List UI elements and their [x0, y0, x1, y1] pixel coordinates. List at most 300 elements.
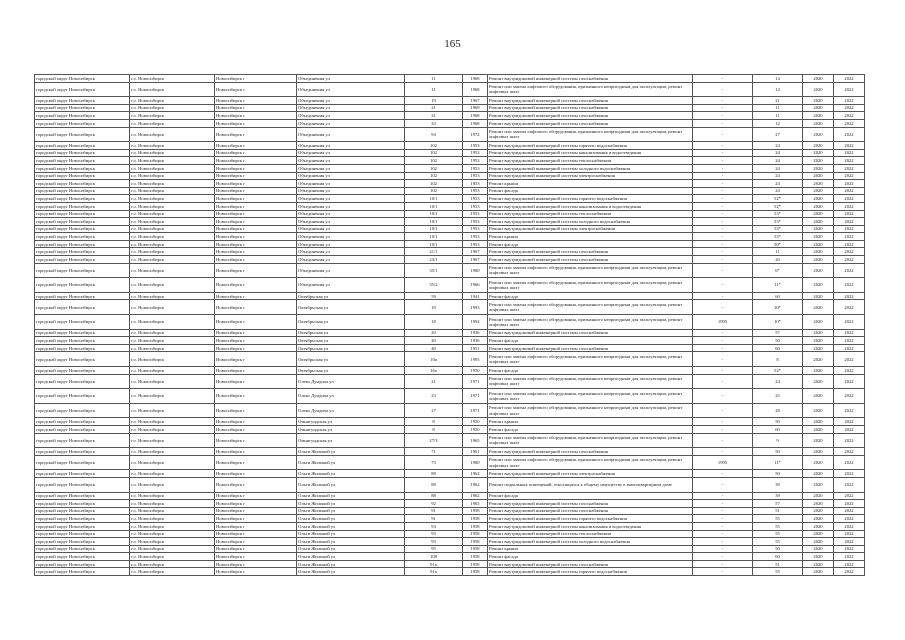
cell-prior-year: -	[693, 278, 753, 293]
cell-work-type: Ремонт фасада	[488, 292, 693, 300]
cell-district: г.о. Новосибирск	[130, 112, 215, 120]
cell-work-type: Ремонт внутридомовой инженерной системы теплоснабжения	[488, 530, 693, 538]
cell-build-year: 1971	[463, 389, 488, 404]
cell-district: г.о. Новосибирск	[130, 352, 215, 367]
cell-start-year: 2020	[803, 455, 834, 470]
cell-district: г.о. Новосибирск	[130, 507, 215, 515]
cell-municipality: городской округ Новосибирск	[35, 389, 130, 404]
cell-work-type: Ремонт внутридомовой инженерной системы канализования и водоотведения	[488, 149, 693, 157]
cell-prior-year: -	[693, 500, 753, 508]
cell-district: г.о. Новосибирск	[130, 75, 215, 83]
cell-prior-year: -	[693, 367, 753, 375]
cell-work-type: Ремонт внутридомовой инженерной системы газоснабжения	[488, 256, 693, 264]
cell-street: Ольги Жилиной ул	[297, 530, 405, 538]
cell-district: г.о. Новосибирск	[130, 292, 215, 300]
cell-start-year: 2020	[803, 352, 834, 367]
cell-end-year: 2022	[834, 403, 865, 418]
cell-city: Новосибирск г	[215, 127, 297, 142]
cell-city: Новосибирск г	[215, 157, 297, 165]
cell-city: Новосибирск г	[215, 218, 297, 226]
cell-municipality: городской округ Новосибирск	[35, 172, 130, 180]
cell-house-number: 102	[405, 157, 463, 165]
cell-end-year: 2022	[834, 352, 865, 367]
cell-cost-value: 24	[753, 142, 803, 150]
cell-start-year: 2020	[803, 157, 834, 165]
cell-start-year: 2020	[803, 507, 834, 515]
cell-work-type: Ремонт или замена лифтового оборудования, признанного непригодным для эксплуатации, ремонт лифтовых шахт	[488, 300, 693, 315]
table-row	[35, 180, 865, 188]
cell-work-type: Ремонт внутридомовой инженерной системы газоснабжения	[488, 112, 693, 120]
cell-cost-value: 51	[753, 560, 803, 568]
cell-city: Новосибирск г	[215, 425, 297, 433]
cell-municipality: городской округ Новосибирск	[35, 210, 130, 218]
cell-city: Новосибирск г	[215, 344, 297, 352]
table-row	[35, 352, 865, 367]
cell-end-year: 2022	[834, 218, 865, 226]
cell-municipality: городской округ Новосибирск	[35, 455, 130, 470]
cell-prior-year: -	[693, 202, 753, 210]
cell-municipality: городской округ Новосибирск	[35, 367, 130, 375]
cell-municipality: городской округ Новосибирск	[35, 75, 130, 83]
table-row	[35, 418, 865, 426]
cell-cost-value: 60	[753, 292, 803, 300]
cell-municipality: городской округ Новосибирск	[35, 225, 130, 233]
cell-prior-year: -	[693, 507, 753, 515]
cell-district: г.о. Новосибирск	[130, 477, 215, 492]
table-row	[35, 545, 865, 553]
cell-district: г.о. Новосибирск	[130, 448, 215, 456]
cell-start-year: 2020	[803, 218, 834, 226]
cell-street: Объединения ул	[297, 210, 405, 218]
cell-end-year: 2022	[834, 507, 865, 515]
cell-city: Новосибирск г	[215, 180, 297, 188]
cell-end-year: 2022	[834, 329, 865, 337]
cell-house-number: 102	[405, 187, 463, 195]
cell-cost-value: 11*	[753, 278, 803, 293]
table-row	[35, 433, 865, 448]
table-row	[35, 97, 865, 105]
cell-city: Новосибирск г	[215, 403, 297, 418]
cell-prior-year: -	[693, 545, 753, 553]
cell-start-year: 2020	[803, 172, 834, 180]
cell-municipality: городской округ Новосибирск	[35, 157, 130, 165]
cell-work-type: Ремонт внутридомовой инженерной системы газоснабжения	[488, 75, 693, 83]
cell-work-type: Ремонт фасада	[488, 367, 693, 375]
table-row	[35, 425, 865, 433]
cell-municipality: городской округ Новосибирск	[35, 119, 130, 127]
cell-end-year: 2022	[834, 157, 865, 165]
cell-municipality: городской округ Новосибирск	[35, 127, 130, 142]
cell-city: Новосибирск г	[215, 418, 297, 426]
cell-city: Новосибирск г	[215, 448, 297, 456]
cell-build-year: 1962	[463, 492, 488, 500]
cell-end-year: 2022	[834, 538, 865, 546]
cell-street: Объединения ул	[297, 75, 405, 83]
cell-street: Объединения ул	[297, 187, 405, 195]
cell-work-type: Ремонт внутридомовой инженерной системы газоснабжения	[488, 119, 693, 127]
cell-start-year: 2020	[803, 75, 834, 83]
cell-district: г.о. Новосибирск	[130, 119, 215, 127]
cell-house-number: 16а	[405, 367, 463, 375]
cell-prior-year: -	[693, 240, 753, 248]
cell-work-type: Ремонт внутридомовой инженерной системы электроснабжения	[488, 225, 693, 233]
table-row	[35, 492, 865, 500]
cell-start-year: 2020	[803, 210, 834, 218]
cell-end-year: 2022	[834, 344, 865, 352]
cell-district: г.о. Новосибирск	[130, 329, 215, 337]
table-row	[35, 455, 865, 470]
cell-house-number: 35/2	[405, 278, 463, 293]
cell-house-number: 91	[405, 515, 463, 523]
cell-district: г.о. Новосибирск	[130, 256, 215, 264]
cell-city: Новосибирск г	[215, 568, 297, 576]
cell-build-year: 1953	[463, 240, 488, 248]
cell-work-type: Ремонт или замена лифтового оборудования, признанного непригодным для эксплуатации, ремонт лифтовых шахт	[488, 455, 693, 470]
cell-end-year: 2022	[834, 180, 865, 188]
cell-start-year: 2020	[803, 82, 834, 97]
cell-start-year: 2020	[803, 344, 834, 352]
cell-city: Новосибирск г	[215, 492, 297, 500]
cell-municipality: городской округ Новосибирск	[35, 553, 130, 561]
cell-end-year: 2022	[834, 477, 865, 492]
cell-end-year: 2022	[834, 470, 865, 478]
table-row	[35, 560, 865, 568]
cell-cost-value: 55	[753, 515, 803, 523]
cell-house-number: 10/1	[405, 240, 463, 248]
cell-district: г.о. Новосибирск	[130, 97, 215, 105]
cell-build-year: 1971	[463, 374, 488, 389]
cell-end-year: 2022	[834, 112, 865, 120]
cell-end-year: 2022	[834, 433, 865, 448]
cell-municipality: городской округ Новосибирск	[35, 337, 130, 345]
cell-prior-year: -	[693, 515, 753, 523]
table-row	[35, 507, 865, 515]
table-row	[35, 344, 865, 352]
cell-city: Новосибирск г	[215, 75, 297, 83]
table-row	[35, 157, 865, 165]
table-row	[35, 248, 865, 256]
cell-street: Октябрьская ул	[297, 337, 405, 345]
cell-street: Ольги Жилиной ул	[297, 560, 405, 568]
cell-municipality: городской округ Новосибирск	[35, 470, 130, 478]
cell-city: Новосибирск г	[215, 545, 297, 553]
cell-build-year: 1971	[463, 403, 488, 418]
cell-city: Новосибирск г	[215, 142, 297, 150]
cell-city: Новосибирск г	[215, 530, 297, 538]
cell-build-year: 1953	[463, 157, 488, 165]
cell-start-year: 2020	[803, 568, 834, 576]
cell-prior-year: -	[693, 374, 753, 389]
cell-cost-value: 51	[753, 507, 803, 515]
cell-start-year: 2020	[803, 538, 834, 546]
cell-district: г.о. Новосибирск	[130, 560, 215, 568]
cell-end-year: 2022	[834, 448, 865, 456]
cell-start-year: 2020	[803, 389, 834, 404]
cell-district: г.о. Новосибирск	[130, 433, 215, 448]
table-row	[35, 263, 865, 278]
cell-city: Новосибирск г	[215, 389, 297, 404]
cell-work-type: Ремонт крыши	[488, 418, 693, 426]
table-body	[35, 75, 865, 576]
cell-house-number: 91а	[405, 560, 463, 568]
cell-end-year: 2022	[834, 248, 865, 256]
cell-street: Объединения ул	[297, 82, 405, 97]
cell-district: г.о. Новосибирск	[130, 172, 215, 180]
cell-house-number: 18	[405, 315, 463, 330]
cell-prior-year: -	[693, 492, 753, 500]
cell-street: Олеко Дундича ул	[297, 374, 405, 389]
cell-cost-value: 53*	[753, 218, 803, 226]
cell-prior-year: 1995	[693, 455, 753, 470]
table-row	[35, 210, 865, 218]
cell-district: г.о. Новосибирск	[130, 538, 215, 546]
cell-house-number: 93	[405, 538, 463, 546]
cell-prior-year: -	[693, 112, 753, 120]
cell-street: Октябрьская ул	[297, 300, 405, 315]
cell-start-year: 2020	[803, 522, 834, 530]
cell-prior-year: -	[693, 448, 753, 456]
table-row	[35, 553, 865, 561]
cell-street: Ольги Жилиной ул	[297, 507, 405, 515]
cell-house-number: 21	[405, 374, 463, 389]
cell-city: Новосибирск г	[215, 172, 297, 180]
cell-prior-year: -	[693, 300, 753, 315]
cell-cost-value: 12	[753, 119, 803, 127]
cell-house-number: 108	[405, 553, 463, 561]
cell-start-year: 2020	[803, 403, 834, 418]
cell-house-number: 91а	[405, 568, 463, 576]
cell-end-year: 2022	[834, 263, 865, 278]
cell-street: Октябрьская ул	[297, 329, 405, 337]
cell-street: Объединения ул	[297, 104, 405, 112]
cell-start-year: 2020	[803, 315, 834, 330]
cell-district: г.о. Новосибирск	[130, 157, 215, 165]
cell-end-year: 2022	[834, 225, 865, 233]
cell-city: Новосибирск г	[215, 374, 297, 389]
cell-end-year: 2022	[834, 164, 865, 172]
cell-prior-year: -	[693, 180, 753, 188]
cell-work-type: Ремонт внутридомовой инженерной системы газоснабжения	[488, 97, 693, 105]
cell-city: Новосибирск г	[215, 233, 297, 241]
cell-district: г.о. Новосибирск	[130, 142, 215, 150]
cell-build-year: 1953	[463, 172, 488, 180]
cell-prior-year: -	[693, 225, 753, 233]
cell-district: г.о. Новосибирск	[130, 315, 215, 330]
cell-build-year: 1953	[463, 225, 488, 233]
cell-house-number: 21/1	[405, 248, 463, 256]
cell-municipality: городской округ Новосибирск	[35, 292, 130, 300]
cell-prior-year: -	[693, 233, 753, 241]
table-row	[35, 367, 865, 375]
table-row	[35, 538, 865, 546]
cell-municipality: городской округ Новосибирск	[35, 538, 130, 546]
cell-cost-value: 60	[753, 425, 803, 433]
cell-district: г.о. Новосибирск	[130, 367, 215, 375]
cell-street: Ольги Жилиной ул	[297, 492, 405, 500]
cell-street: Объединения ул	[297, 240, 405, 248]
cell-build-year: 1936	[463, 337, 488, 345]
cell-start-year: 2020	[803, 470, 834, 478]
cell-cost-value: 14	[753, 82, 803, 97]
table-row	[35, 104, 865, 112]
cell-municipality: городской округ Новосибирск	[35, 233, 130, 241]
cell-start-year: 2020	[803, 104, 834, 112]
cell-prior-year: -	[693, 538, 753, 546]
cell-district: г.о. Новосибирск	[130, 225, 215, 233]
cell-end-year: 2022	[834, 75, 865, 83]
cell-work-type: Ремонт внутридомовой инженерной системы газоснабжения	[488, 500, 693, 508]
cell-prior-year: -	[693, 553, 753, 561]
cell-district: г.о. Новосибирск	[130, 425, 215, 433]
cell-street: Октябрьская ул	[297, 292, 405, 300]
cell-start-year: 2020	[803, 202, 834, 210]
cell-city: Новосибирск г	[215, 195, 297, 203]
cell-prior-year: -	[693, 522, 753, 530]
cell-work-type: Ремонт или замена лифтового оборудования, признанного непригодным для эксплуатации, ремонт лифтовых шахт	[488, 352, 693, 367]
cell-house-number: 94	[405, 127, 463, 142]
cell-district: г.о. Новосибирск	[130, 455, 215, 470]
cell-build-year: 1950	[463, 425, 488, 433]
cell-start-year: 2020	[803, 248, 834, 256]
cell-build-year: 1994	[463, 315, 488, 330]
cell-street: Ольги Жилиной ул	[297, 455, 405, 470]
cell-build-year: 1953	[463, 187, 488, 195]
cell-build-year: 1993	[463, 300, 488, 315]
cell-cost-value: 24	[753, 157, 803, 165]
cell-end-year: 2022	[834, 240, 865, 248]
cell-end-year: 2022	[834, 568, 865, 576]
cell-house-number: 8	[405, 425, 463, 433]
cell-prior-year: -	[693, 418, 753, 426]
cell-city: Новосибирск г	[215, 278, 297, 293]
cell-build-year: 1958	[463, 530, 488, 538]
cell-work-type: Ремонт фасада	[488, 553, 693, 561]
table-row	[35, 127, 865, 142]
cell-house-number: 10/1	[405, 218, 463, 226]
cell-start-year: 2020	[803, 127, 834, 142]
table-row	[35, 164, 865, 172]
cell-cost-value: 52*	[753, 195, 803, 203]
cell-house-number: 27	[405, 403, 463, 418]
cell-district: г.о. Новосибирск	[130, 568, 215, 576]
cell-municipality: городской округ Новосибирск	[35, 202, 130, 210]
cell-district: г.о. Новосибирск	[130, 149, 215, 157]
table-row	[35, 225, 865, 233]
cell-work-type: Ремонт внутридомовой инженерной системы теплоснабжения	[488, 210, 693, 218]
cell-house-number: 102	[405, 142, 463, 150]
cell-municipality: городской округ Новосибирск	[35, 545, 130, 553]
cell-start-year: 2020	[803, 233, 834, 241]
table-row	[35, 240, 865, 248]
cell-cost-value: 14	[753, 75, 803, 83]
cell-end-year: 2022	[834, 256, 865, 264]
cell-prior-year: -	[693, 568, 753, 576]
cell-start-year: 2020	[803, 329, 834, 337]
cell-city: Новосибирск г	[215, 149, 297, 157]
table-row	[35, 292, 865, 300]
cell-cost-value: 27	[753, 127, 803, 142]
cell-start-year: 2020	[803, 418, 834, 426]
table-row	[35, 315, 865, 330]
cell-cost-value: 50	[753, 337, 803, 345]
cell-start-year: 2020	[803, 263, 834, 278]
cell-house-number: 71	[405, 448, 463, 456]
cell-work-type: Ремонт или замена лифтового оборудования, признанного непригодным для эксплуатации, ремонт лифтовых шахт	[488, 389, 693, 404]
cell-district: г.о. Новосибирск	[130, 300, 215, 315]
cell-end-year: 2022	[834, 210, 865, 218]
cell-end-year: 2022	[834, 337, 865, 345]
cell-house-number: 20	[405, 329, 463, 337]
cell-house-number: 88	[405, 492, 463, 500]
cell-work-type: Ремонт внутридомовой инженерной системы канализования и водоотведения	[488, 202, 693, 210]
cell-district: г.о. Новосибирск	[130, 210, 215, 218]
cell-work-type: Ремонт или замена лифтового оборудования, признанного непригодным для эксплуатации, ремонт лифтовых шахт	[488, 433, 693, 448]
cell-prior-year: -	[693, 127, 753, 142]
cell-city: Новосибирск г	[215, 240, 297, 248]
cell-district: г.о. Новосибирск	[130, 164, 215, 172]
cell-city: Новосибирск г	[215, 329, 297, 337]
cell-street: Ольги Жилиной ул	[297, 448, 405, 456]
cell-end-year: 2022	[834, 149, 865, 157]
cell-start-year: 2020	[803, 112, 834, 120]
cell-end-year: 2022	[834, 425, 865, 433]
cell-municipality: городской округ Новосибирск	[35, 418, 130, 426]
cell-work-type: Ремонт или замена лифтового оборудования, признанного непригодным для эксплуатации, ремонт лифтовых шахт	[488, 82, 693, 97]
cell-prior-year: -	[693, 403, 753, 418]
cell-prior-year: -	[693, 425, 753, 433]
table-row	[35, 112, 865, 120]
cell-municipality: городской округ Новосибирск	[35, 300, 130, 315]
cell-street: Ольги Жилиной ул	[297, 545, 405, 553]
cell-build-year: 1953	[463, 233, 488, 241]
cell-city: Новосибирск г	[215, 202, 297, 210]
cell-municipality: городской округ Новосибирск	[35, 164, 130, 172]
cell-cost-value: 11	[753, 112, 803, 120]
cell-build-year: 1953	[463, 218, 488, 226]
cell-end-year: 2022	[834, 97, 865, 105]
cell-start-year: 2020	[803, 560, 834, 568]
cell-build-year: 1972	[463, 127, 488, 142]
cell-street: Объединения ул	[297, 278, 405, 293]
cell-municipality: городской округ Новосибирск	[35, 187, 130, 195]
table-row	[35, 75, 865, 83]
cell-city: Новосибирск г	[215, 367, 297, 375]
cell-build-year: 1965	[463, 500, 488, 508]
cell-municipality: городской округ Новосибирск	[35, 112, 130, 120]
table-row	[35, 500, 865, 508]
cell-start-year: 2020	[803, 195, 834, 203]
table-row	[35, 300, 865, 315]
cell-end-year: 2022	[834, 233, 865, 241]
cell-start-year: 2020	[803, 164, 834, 172]
cell-work-type: Ремонт внутридомовой инженерной системы электроснабжения	[488, 172, 693, 180]
cell-start-year: 2020	[803, 425, 834, 433]
cell-prior-year: -	[693, 149, 753, 157]
cell-work-type: Ремонт внутридомовой инженерной системы канализования и водоотведения	[488, 522, 693, 530]
cell-city: Новосибирск г	[215, 119, 297, 127]
cell-build-year: 1958	[463, 560, 488, 568]
cell-street: Октябрьская ул	[297, 344, 405, 352]
cell-street: Объединения ул	[297, 256, 405, 264]
cell-work-type: Ремонт фасада	[488, 240, 693, 248]
cell-street: Олеко Дундича ул	[297, 389, 405, 404]
cell-house-number: 102	[405, 149, 463, 157]
cell-end-year: 2022	[834, 315, 865, 330]
cell-street: Ольги Жилиной ул	[297, 477, 405, 492]
cell-cost-value: 25	[753, 389, 803, 404]
cell-house-number: 10/1	[405, 210, 463, 218]
cell-street: Ольги Жилиной ул	[297, 553, 405, 561]
